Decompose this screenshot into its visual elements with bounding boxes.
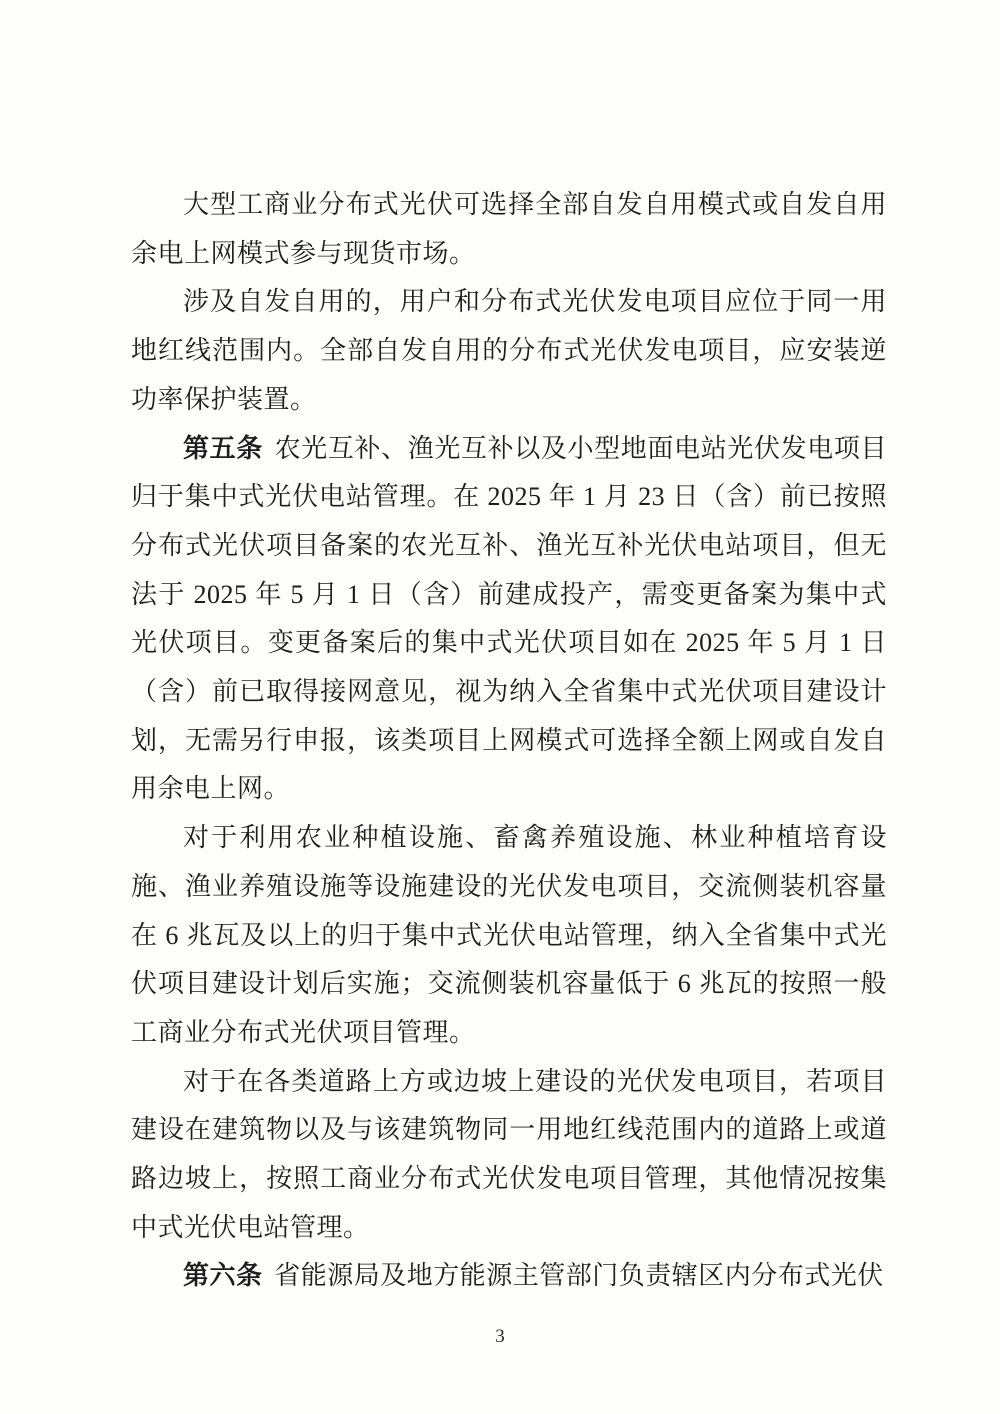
paragraph-6-text: 省能源局及地方能源主管部门负责辖区内分布式光伏	[274, 1261, 884, 1291]
document-body	[131, 181, 887, 1301]
paragraph-2	[131, 278, 887, 424]
paragraph-4	[131, 814, 887, 1058]
paragraph-3-text: 农光互补、渔光互补以及小型地面电站光伏发电项目归于集中式光伏电站管理。在 2025 年 1 月 23 日（含）前已按照分布式光伏项目备案的农光互补、渔光互补光伏电站项目，但无法于 2025 年 5 月 1 日（含）前建成投产，需变更备案为集中式光伏项目。变更备案后的集中式光伏项目如在 2025 年 5 月 1 日（含）前已取得接网意见，视为纳入全省集中式光伏项目建设计划，无需另行申报，该类项目上网模式可选择全额上网或自发自用余电上网。	[131, 433, 887, 804]
paragraph-6	[131, 1252, 887, 1301]
paragraph-3	[131, 425, 887, 815]
paragraph-2-text: 涉及自发自用的，用户和分布式光伏发电项目应位于同一用地红线范围内。全部自发自用的分布式光伏发电项目，应安装逆功率保护装置。	[131, 287, 887, 414]
page-footer	[0, 1326, 1000, 1348]
page-number: 3	[495, 1326, 505, 1347]
paragraph-5-text: 对于在各类道路上方或边坡上建设的光伏发电项目，若项目建设在建筑物以及与该建筑物同一用地红线范围内的道路上或道路边坡上，按照工商业分布式光伏发电项目管理，其他情况按集中式光伏电站管理。	[131, 1066, 887, 1242]
article-5-label: 第五条	[183, 433, 263, 463]
paragraph-4-text: 对于利用农业种植设施、畜禽养殖设施、林业种植培育设施、渔业养殖设施等设施建设的光伏发电项目，交流侧装机容量在 6 兆瓦及以上的归于集中式光伏电站管理，纳入全省集中式光伏项目建设计划后实施；交流侧装机容量低于 6 兆瓦的按照一般工商业分布式光伏项目管理。	[131, 823, 887, 1047]
article-6-label: 第六条	[183, 1261, 263, 1291]
paragraph-5	[131, 1058, 887, 1253]
paragraph-1-text: 大型工商业分布式光伏可选择全部自发自用模式或自发自用余电上网模式参与现货市场。	[131, 190, 887, 268]
paragraph-1	[131, 181, 887, 278]
